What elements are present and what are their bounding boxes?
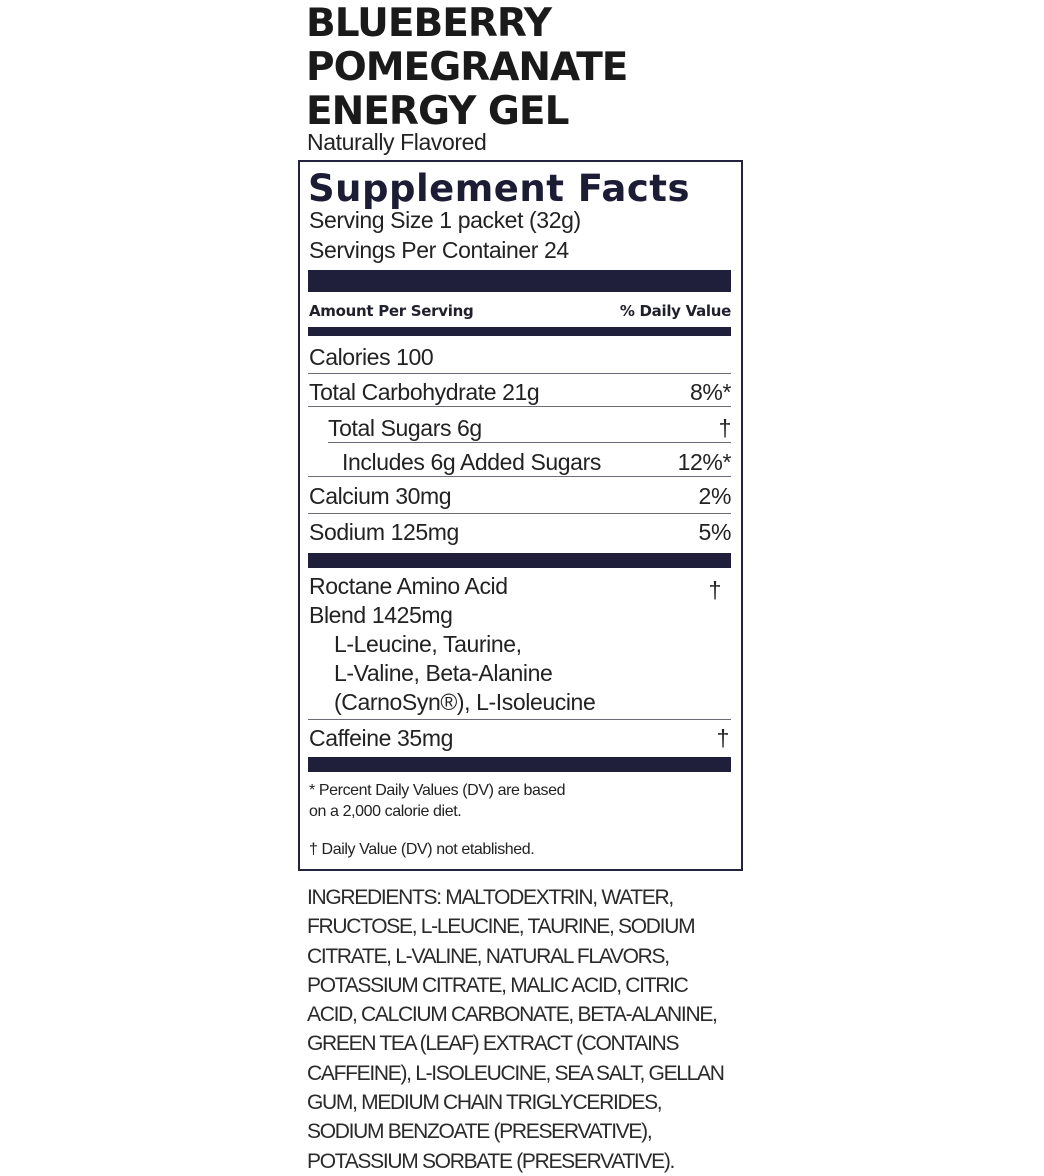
nutrient-label: Sodium 125mg bbox=[309, 519, 459, 545]
amount-per-serving-header bbox=[309, 300, 731, 322]
ingredients-line: CAFFEINE), L-ISOLEUCINE, SEA SALT, GELLAN bbox=[307, 1061, 724, 1085]
dagger-footnote: † Daily Value (DV) not etablished. bbox=[309, 841, 535, 858]
nutrient-dv: † bbox=[718, 415, 731, 441]
product-title bbox=[306, 2, 627, 134]
ingredients-line: INGREDIENTS: MALTODEXTRIN, WATER, bbox=[307, 886, 673, 909]
caffeine-label: Caffeine 35mg bbox=[309, 725, 453, 751]
product-title-line: BLUEBERRY bbox=[306, 1, 552, 46]
nutrient-dv: 12%* bbox=[677, 449, 731, 475]
nutrient-label: Total Carbohydrate 21g bbox=[309, 379, 540, 405]
nutrient-label: Calcium 30mg bbox=[309, 483, 452, 509]
ingredients-line: SODIUM BENZOATE (PRESERVATIVE), bbox=[307, 1120, 652, 1144]
ingredients-line: GUM, MEDIUM CHAIN TRIGLYCERIDES, bbox=[307, 1091, 662, 1115]
nutrient-label: Total Sugars 6g bbox=[328, 415, 482, 441]
row-divider bbox=[328, 442, 731, 443]
row-divider bbox=[308, 513, 731, 514]
ingredients-line: GREEN TEA (LEAF) EXTRACT (CONTAINS bbox=[307, 1032, 679, 1056]
ingredients-line: ACID, CALCIUM CARBONATE, BETA-ALANINE, bbox=[307, 1003, 717, 1027]
thick-divider bbox=[308, 553, 731, 568]
product-title-line: ENERGY GEL bbox=[306, 89, 569, 134]
flavor-subtitle: Naturally Flavored bbox=[307, 129, 487, 155]
facts-heading: Supplement Facts bbox=[308, 167, 691, 210]
blend-component: (CarnoSyn®), L-Isoleucine bbox=[334, 689, 596, 715]
daily-value-header: % Daily Value bbox=[619, 302, 731, 320]
nutrient-label: Calories 100 bbox=[309, 344, 434, 370]
thick-divider bbox=[308, 270, 731, 292]
nutrient-label: Includes 6g Added Sugars bbox=[342, 449, 601, 475]
ingredients-line: POTASSIUM SORBATE (PRESERVATIVE). bbox=[307, 1149, 675, 1173]
ingredients-line: FRUCTOSE, L-LEUCINE, TAURINE, SODIUM bbox=[307, 915, 695, 939]
ingredients-list bbox=[307, 883, 747, 1176]
thick-divider bbox=[308, 757, 731, 772]
nutrient-dv: 2% bbox=[698, 483, 731, 509]
servings-per-container: Servings Per Container 24 bbox=[309, 237, 569, 263]
blend-component: L-Leucine, Taurine, bbox=[334, 631, 522, 657]
product-title-line: POMEGRANATE bbox=[306, 45, 628, 90]
ingredients-line: POTASSIUM CITRATE, MALIC ACID, CITRIC bbox=[307, 973, 688, 997]
medium-divider bbox=[308, 327, 731, 336]
ingredients-line: CITRATE, L-VALINE, NATURAL FLAVORS, bbox=[307, 944, 669, 968]
blend-dv: † bbox=[708, 577, 721, 603]
nutrient-dv: 8%* bbox=[690, 379, 731, 405]
blend-title: Roctane Amino Acid bbox=[309, 573, 508, 599]
row-divider bbox=[308, 719, 731, 720]
dv-footnote-line: * Percent Daily Values (DV) are based bbox=[309, 782, 566, 799]
blend-component: L-Valine, Beta-Alanine bbox=[334, 660, 553, 686]
row-divider bbox=[308, 476, 731, 477]
nutrient-dv: 5% bbox=[698, 519, 731, 545]
supplement-facts-panel bbox=[298, 160, 743, 871]
amount-per-serving-label: Amount Per Serving bbox=[309, 302, 474, 320]
dv-footnote-line: on a 2,000 calorie diet. bbox=[309, 803, 462, 820]
row-divider bbox=[308, 373, 731, 374]
caffeine-dv: † bbox=[716, 725, 729, 751]
blend-amount: Blend 1425mg bbox=[309, 602, 453, 628]
serving-size: Serving Size 1 packet (32g) bbox=[309, 207, 581, 233]
row-divider bbox=[308, 406, 731, 407]
